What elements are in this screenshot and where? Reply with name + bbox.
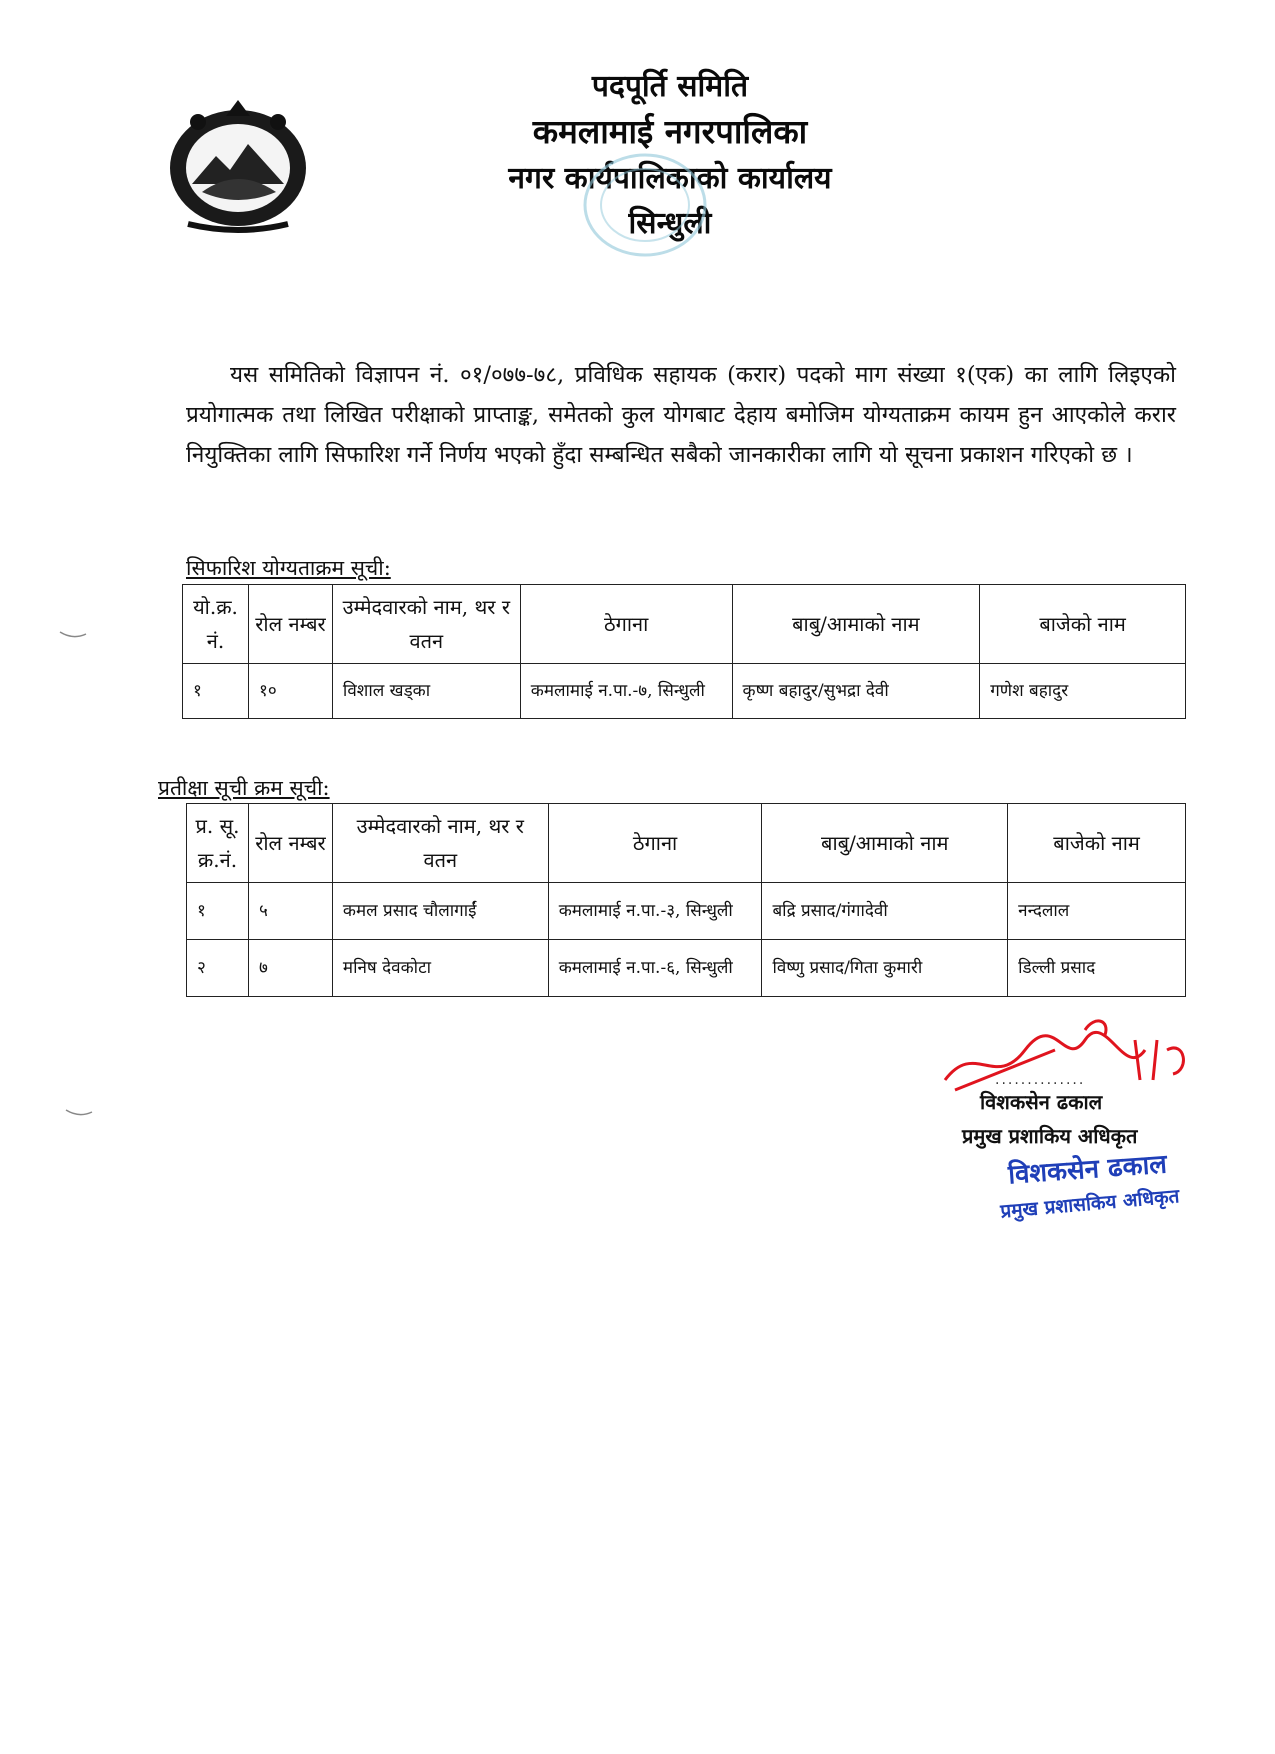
table-header-row: [187, 804, 1186, 883]
cell-grandfather: गणेश बहादुर: [980, 664, 1186, 719]
cell-grandfather: डिल्ली प्रसाद: [1008, 940, 1186, 997]
notice-paragraph: यस समितिको विज्ञापन नं. ०१/०७७-७८, प्रविधिक सहायक (करार) पदको माग संख्या १(एक) का लागि लिइएको प्रयोगात्मक तथा लिखित परीक्षाको प्राप्ताङ्क, समेतको कुल योगबाट देहाय बमोजिम योग्यताक्रम कायम हुन आएकोले करार नियुक्तिका लागि सिफारिश गर्ने निर्णय भएको हुँदा सम्बन्धित सबैको जानकारीका लागि यो सूचना प्रकाशन गरिएको छ ।: [186, 362, 1176, 468]
cell-address: कमलामाई न.पा.-६, सिन्धुली: [548, 940, 762, 997]
nepal-emblem-icon: [158, 96, 318, 236]
cell-serial: १: [183, 664, 249, 719]
waitlist-title: प्रतीक्षा सूची क्रम सूची:: [158, 776, 330, 800]
table-row: [187, 940, 1186, 997]
cell-roll: ७: [248, 940, 332, 997]
header-roll: रोल नम्बर: [248, 804, 332, 883]
table-row: [187, 883, 1186, 940]
header-roll: रोल नम्बर: [248, 585, 332, 664]
header-candidate: उम्मेदवारको नाम, थर र वतन: [332, 585, 520, 664]
district-name: सिन्धुली: [628, 206, 712, 241]
table-row: [183, 664, 1186, 719]
cell-candidate: विशाल खड्का: [332, 664, 520, 719]
cell-grandfather: नन्दलाल: [1008, 883, 1186, 940]
committee-name: पदपूर्ति समिति: [591, 69, 749, 104]
office-seal-icon: [580, 150, 710, 260]
municipality-name: कमलामाई नगरपालिका: [532, 112, 808, 151]
header-candidate: उम्मेदवारको नाम, थर र वतन: [332, 804, 548, 883]
waitlist-table: [186, 803, 1186, 997]
header-grandfather: बाजेको नाम: [1008, 804, 1186, 883]
scan-mark-icon: [64, 1106, 94, 1118]
cell-serial: २: [187, 940, 249, 997]
signatory-title: प्रमुख प्रशाकिय अधिकृत: [962, 1124, 1138, 1148]
cell-address: कमलामाई न.पा.-३, सिन्धुली: [548, 883, 762, 940]
cell-candidate: कमल प्रसाद चौलागाईं: [332, 883, 548, 940]
header-serial: प्र. सू. क्र.नं.: [187, 804, 249, 883]
header-grandfather: बाजेको नाम: [980, 585, 1186, 664]
stamp-name: विशकसेन ढकाल: [1007, 1149, 1168, 1191]
cell-serial: १: [187, 883, 249, 940]
recommended-list-title: सिफारिश योग्यताक्रम सूची:: [186, 556, 391, 580]
cell-roll: १०: [248, 664, 332, 719]
cell-roll: ५: [248, 883, 332, 940]
header-parents: बाबु/आमाको नाम: [732, 585, 980, 664]
table-header-row: [183, 585, 1186, 664]
header-parents: बाबु/आमाको नाम: [762, 804, 1008, 883]
scan-mark-icon: [58, 628, 88, 640]
office-name: नगर कार्यपालिकाको कार्यालय: [508, 161, 832, 196]
signatory-name: विशकसेन ढकाल: [980, 1090, 1103, 1114]
header-address: ठेगाना: [548, 804, 762, 883]
header-address: ठेगाना: [520, 585, 732, 664]
cell-parents: कृष्ण बहादुर/सुभद्रा देवी: [732, 664, 980, 719]
header-serial: यो.क्र. नं.: [183, 585, 249, 664]
signature-dotted-line: ..............: [995, 1072, 1086, 1088]
recommended-table: [182, 584, 1186, 719]
cell-parents: बद्रि प्रसाद/गंगादेवी: [762, 883, 1008, 940]
cell-candidate: मनिष देवकोटा: [332, 940, 548, 997]
cell-address: कमलामाई न.पा.-७, सिन्धुली: [520, 664, 732, 719]
cell-parents: विष्णु प्रसाद/गिता कुमारी: [762, 940, 1008, 997]
stamp-title: प्रमुख प्रशासकिय अधिकृत: [999, 1185, 1181, 1223]
